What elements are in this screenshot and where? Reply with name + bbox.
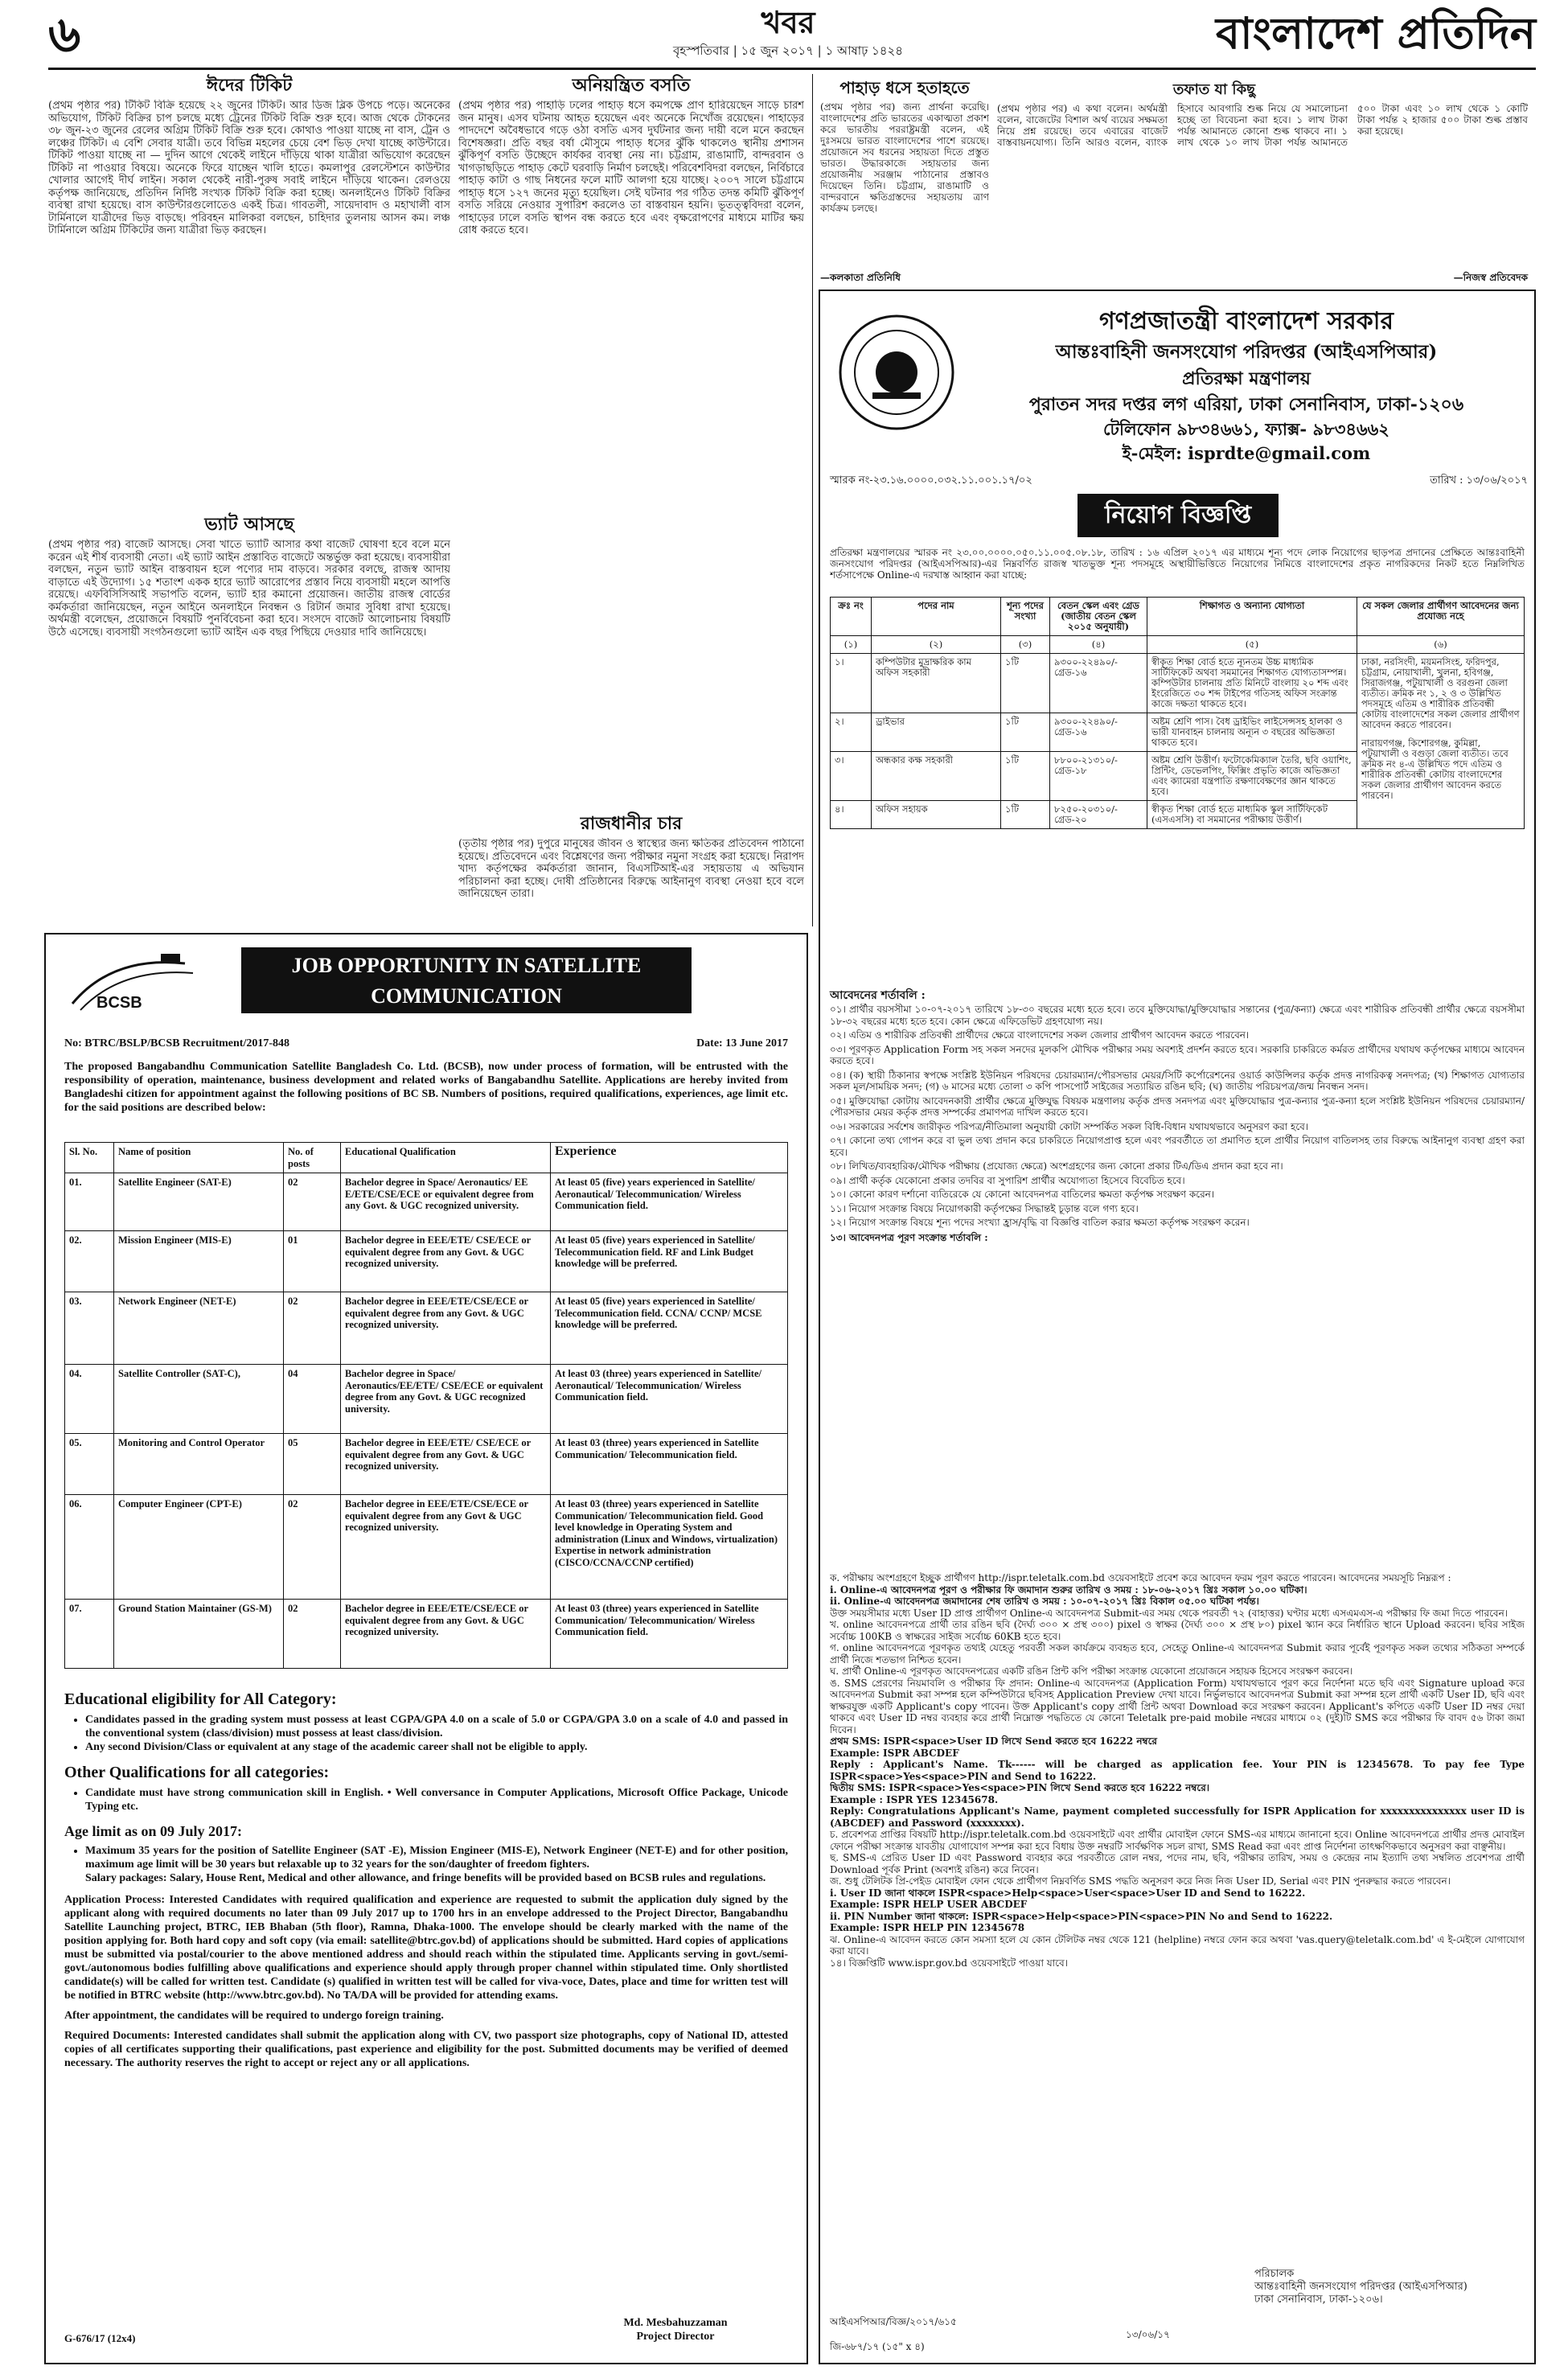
row-qual: স্বীকৃত শিক্ষা বোর্ড হতে মাধ্যমিক স্কুল সার্টিফিকেট (এসএসসি) বা সমমানের পরীক্ষায় উত্তীর্ণ। (1147, 801, 1357, 829)
index-cell: (৪) (1050, 636, 1147, 654)
table-row (65, 1173, 788, 1231)
ispr-email: ই-মেইল: isprdte@gmail.com (1122, 443, 1371, 463)
online-item: উক্ত সময়সীমার মধ্যে User ID প্রাপ্ত প্রার্থীগণ Online-এ আবেদনপত্র Submit-এর সময় থেকে পরবর্তী ৭২ (বাহাত্তর) ঘণ্টার মধ্যে এসএমএস-এ পরীক্ষার ফি জমা দিতে পারবেন। (830, 1607, 1508, 1619)
online-item: ii. PIN Number জানা থাকলে: ISPR<space>Help<space>PIN<space>PIN No and Send to 16222. (830, 1910, 1333, 1922)
row-name: Satellite Engineer (SAT-E) (114, 1173, 284, 1231)
row-count: ১টি (1001, 752, 1050, 801)
table-row (65, 1231, 788, 1292)
row-qual: অষ্টম শ্রেণি উত্তীর্ণ। ফটোকেমিক্যাল তৈরি, ছবি ওয়াশিং, প্রিন্টিং, ডেভেলপিং, ফিক্সিং প্রভৃতি কাজে অভিজ্ঞতা এবং ক্যামেরা যন্ত্রপাতি রক্ষণাবেক্ষণের জ্ঞান থাকতে হবে। (1147, 752, 1357, 801)
bcsb-headline-1: JOB OPPORTUNITY IN SATELLITE (291, 954, 642, 977)
row-posts: 04 (284, 1365, 341, 1434)
table-row (65, 1292, 788, 1365)
online-item: Example: ISPR HELP USER ABCDEF (830, 1899, 1028, 1910)
ispr-footer-left (830, 2316, 1151, 2328)
age-title: Age limit as on 09 July 2017: (64, 1823, 243, 1839)
row-posts: 02 (284, 1292, 341, 1365)
index-cell: (৬) (1357, 636, 1525, 654)
bcsb-signer (563, 2316, 788, 2343)
bcsb-date: Date: 13 June 2017 (696, 1037, 788, 1049)
condition-item: ০৩। পূরণকৃত Application Form সহ সকল সনদের মূলকপি মৌখিক পরীক্ষার সময় অবশ্যই প্রদর্শন করতে হবে। সরকারি চাকরিতে কর্মরত প্রার্থীদের যথাযথ কর্তৃপক্ষের মাধ্যমে আবেদন করতে হবে। (830, 1043, 1525, 1066)
landslide-body: (প্রথম পৃষ্ঠার পর) জন্য প্রার্থনা করেছি। বাংলাদেশের প্রতি ভারতের একাত্মতা প্রকাশ করে ভারতীয় পররাষ্ট্রমন্ত্রী বলেন, এই দুঃসময়ে ভারত বাংলাদেশের পাশে রয়েছে। প্রয়োজনে সব ধরনের সহায়তা দিতে প্রস্তুত ভারত। উদ্ধারকাজে সহায়তার জন্য প্রয়োজনীয় সরঞ্জাম পাঠানোর প্রস্তাবও দিয়েছেন তিনি। চট্টগ্রাম, রাঙামাটি ও বান্দরবানে ক্ষতিগ্রস্তদের সহায়তায় ত্রাণ কার্যক্রম চলছে। (820, 101, 989, 214)
row-name: Ground Station Maintainer (GS-M) (114, 1600, 284, 1669)
row-name: Mission Engineer (MIS-E) (114, 1231, 284, 1292)
conditions-title: আবেদনের শর্তাবলি : (830, 989, 926, 1002)
condition-item: ০৭। কোনো তথ্য গোপন করে বা ভুল তথ্য প্রদান করে চাকরিতে নিয়োগপ্রাপ্ত হলে এবং পরবর্তীতে তা প্রমাণিত হলে প্রার্থীর নিয়োগ বাতিলসহ তার বিরুদ্ধে আইনানুগ ব্যবস্থা গ্রহণ করা হবে। (830, 1135, 1525, 1158)
ispr-signer-addr: ঢাকা সেনানিবাস, ঢাকা-১২০৬। (1254, 2294, 1383, 2306)
row-serial: ৪। (831, 801, 872, 829)
ispr-address: পুরাতন সদর দপ্তর লগ এরিয়া, ঢাকা সেনানিবাস, ঢাকা-১২০৬ (1028, 394, 1464, 415)
row-scale: ৯৩০০-২২৪৯০/- গ্রেড-১৬ (1050, 654, 1147, 713)
ispr-footer-code: আইএসপিআর/বিজ্ঞ/২০১৭/৬১৫ (830, 2316, 957, 2327)
col-position: Name of position (114, 1143, 284, 1173)
row-edu: Bachelor degree in EEE/ETE/CSE/ECE or equivalent degree from any Govt. & UGC recognized university. (341, 1600, 551, 1669)
row-exp: At least 05 (five) years experienced in Satellite/ Telecommunication field. RF and Link Budget knowledge will be preferred. (551, 1231, 788, 1292)
row-posts: 05 (284, 1434, 341, 1495)
table-index-row (831, 636, 1525, 654)
online-title: ১৩। আবেদনপত্র পূরণ সংক্রান্ত শর্তাবলি : (830, 1231, 988, 1243)
landslide-credit: —কলকাতা প্রতিনিধি (820, 272, 901, 283)
ispr-post-table (830, 597, 1525, 829)
capital-body: (তৃতীয় পৃষ্ঠার পর) দুপুরে মানুষের জীবন ও স্বাস্থ্যের জন্য ক্ষতিকর প্রতিবেদন পাঠানো হয়েছে। প্রতিবেদনে এবং বিশ্লেষণের জন্য পরীক্ষার নমুনা সংগ্রহ করা হয়েছে। নিরাপদ খাদ্য কর্তৃপক্ষের কর্মকর্তারা জানান, বিএসটিআই-এর সহায়তায় এ অভিযান পরিচালনা করা হচ্ছে। দোষী প্রতিষ্ঠানের বিরুদ্ধে আইনানুগ ব্যবস্থা নেওয়া হবে বলে জানিয়েছেন তারা। (458, 838, 804, 900)
bcsb-code: G-676/17 (12x4) (64, 2332, 136, 2344)
row-post: অফিস সহায়ক (872, 801, 1001, 829)
other-item: • Candidate must have strong communication skill in English. • Well conversance in Computer Applications, Microsoft Office Package, Unicode Typing etc. (85, 1786, 788, 1813)
bcsb-lower (64, 1689, 788, 2332)
row-exp: At least 03 (three) years experienced in Satellite Communication/ Telecommunication field. Good level knowledge in Operating System and administration (Linux and Windows, virtualization) Expertise in network administration (CISCO/CCNA/CCNP certified) (551, 1495, 788, 1600)
condition-item: ০৮। লিখিত/ব্যবহারিক/মৌখিক পরীক্ষায় (প্রযোজ্য ক্ষেত্রে) অংশগ্রহণের জন্য কোনো প্রকার টিএ/ডিএ প্রদান করা হবে না। (830, 1160, 1283, 1172)
eid-ticket-title: ঈদের টিকিট (206, 75, 293, 96)
row-exp: At least 03 (three) years experienced in Satellite Communication/ Telecommunication/ Wireless Communication field. (551, 1600, 788, 1669)
condition-item: ০৯। প্রার্থী কর্তৃক যেকোনো প্রকার তদবির বা সুপারিশ প্রার্থীর অযোগ্যতা হিসেবে বিবেচিত হবে। (830, 1174, 1185, 1186)
condition-item: ০৫। মুক্তিযোদ্ধা কোটায় আবেদনকারী প্রার্থীর ক্ষেত্রে মুক্তিযুদ্ধ বিষয়ক মন্ত্রণালয় কর্তৃক প্রদত্ত সনদপত্র এবং মুক্তিযোদ্ধার পুত্র-কন্যার পুত্র-কন্যা হলে সংশ্লিষ্ট ইউনিয়ন পরিষদের চেয়ারম্যান/পৌরসভার মেয়র কর্তৃক প্রদত্ত সম্পর্কের প্রমাণপত্র দাখিল করতে হবে। (830, 1095, 1525, 1118)
online-item: i. Online-এ আবেদনপত্র পূরণ ও পরীক্ষার ফি জমাদান শুরুর তারিখ ও সময় : ১৮-০৬-২০১৭ খ্রিঃ সকাল ১০.০০ ঘটিকা। (830, 1583, 1307, 1596)
page-number: ৬ (48, 5, 81, 64)
district-note-1: ঢাকা, নরসিংদী, ময়মনসিংহ, ফরিদপুর, চট্টগ্রাম, নোয়াখালী, খুলনা, হবিগঞ্জ, সিরাজগঞ্জ, পটুয়াখালী ও বরগুনা জেলা ব্যতীত। ক্রমিক নং ১, ২ ও ৩ উল্লিখিত পদসমূহে এতিম ও শারীরিক প্রতিবন্ধী কোটায় বাংলাদেশের সকল জেলার প্রার্থীগণ আবেদন করতে পারবেন। (1361, 656, 1520, 730)
col-scale: বেতন স্কেল এবং গ্রেড (জাতীয় বেতন স্কেল ২০১৫ অনুযায়ী) (1050, 598, 1147, 636)
bcsb-intro: The proposed Bangabandhu Communication Satellite Bangladesh Co. Ltd. (BCSB), now under process of formation, will be entrusted with the responsibility of operation, maintenance, business development and related works of Bangabandhu Satellite. Applications are hereby invited from Bangladeshi citizen for appointment against the following positions of BC SB. Numbers of positions, required qualifications, experiences, age limit etc. for the said positions are described below: (64, 1061, 788, 1114)
table-row (65, 1600, 788, 1669)
online-item: ক. পরীক্ষায় অংশগ্রহণে ইচ্ছুক প্রার্থীগণ http://ispr.teletalk.com.bd ওয়েবসাইটে প্রবেশ করে আবেদন ফরম পূরণ করতে পারবেন। আবেদনের সময়সূচি নিম্নরূপ : (830, 1572, 1451, 1583)
row-serial: ১। (831, 654, 872, 713)
online-item: প্রথম SMS: ISPR<space>User ID লিখে Send করতে হবে 16222 নম্বরে (830, 1735, 1158, 1747)
ispr-dept: আন্তঃবাহিনী জনসংযোগ পরিদপ্তর (আইএসপিআর) (1055, 341, 1438, 363)
online-item: ১৪। বিজ্ঞপ্তিটি www.ispr.gov.bd ওয়েবসাইটে পাওয়া যাবে। (830, 1957, 1068, 1969)
training-note: After appointment, the candidates will be required to undergo foreign training. (64, 2010, 444, 2022)
bcsb-signer-name: Md. Mesbahuzzaman (623, 2317, 728, 2329)
bcsb-ref: No: BTRC/BSLP/BCSB Recruitment/2017-848 (64, 1037, 289, 1049)
other-title: Other Qualifications for all categories: (64, 1764, 330, 1781)
condition-item: ১১। নিয়োগ সংক্রান্ত বিষয়ে নিয়োগকারী কর্তৃপক্ষের সিদ্ধান্তই চূড়ান্ত বলে গণ্য হবে। (830, 1202, 1139, 1214)
online-item: ঙ. SMS প্রেরণের নিয়মাবলি ও পরীক্ষার ফি প্রদান: Online-এ আবেদনপত্র (Application Form) যথাযথভাবে পূরণ করে নির্দেশনা মতে ছবি এবং Signature upload করে আবেদনপত্র Submit করা সম্পন্ন হলে কম্পিউটারে ছবিসহ Application Preview দেখা যাবে। নির্ভুলভাবে আবেদনপত্র Submit করা সম্পন্ন হলে প্রার্থী একটি User ID, ছবি এবং স্বাক্ষরযুক্ত একটি Applicant's copy পাবেন। উক্ত Applicant's copy প্রার্থী প্রিন্ট অথবা Download করে সংরক্ষণ করবেন। Applicant's কপিতে একটি User ID নম্বর দেয়া থাকবে এবং User ID নম্বর ব্যবহার করে প্রার্থী নিম্নোক্ত পদ্ধতিতে যে কোনো Teletalk pre-paid mobile নম্বরের মাধ্যমে ০২ (দুই)টি SMS করে পরীক্ষার ফি বাবদ ৫৬ টাকা জমা দিবেন। (830, 1677, 1525, 1735)
bcsb-logo (64, 947, 209, 1020)
online-item: ঘ. প্রার্থী Online-এ পূরণকৃত আবেদনপত্রের একটি রঙিন প্রিন্ট কপি পরীক্ষা সংক্রান্ত যেকোনো প্রয়োজনে সহায়ক হিসেবে সংরক্ষণ করবেন। (830, 1665, 1353, 1677)
row-sl: 04. (65, 1365, 114, 1434)
ispr-footer-right: জি-৬৮৭/১৭ (১৫" x ৪) (830, 2341, 925, 2352)
col-qual: শিক্ষাগত ও অন্যান্য যোগ্যতা (1147, 598, 1357, 636)
row-count: ১টি (1001, 713, 1050, 752)
govt-emblem-icon (836, 312, 957, 433)
row-posts: 02 (284, 1173, 341, 1231)
row-district-1 (1357, 654, 1525, 829)
vat-body: (প্রথম পৃষ্ঠার পর) বাজেট আসছে। সেবা খাতে ভ্যাটি আসার কথা বাজেট ঘোষণা হবে বলে মনে করেন এই শীর্ষ ব্যবসায়ী নেতা। এই ভ্যাট আইন প্রস্তাবিত বাজেটে অন্তর্ভুক্ত করা হয়েছে। ব্যবসায়ীরা বলছেন, নতুন ভ্যাট আইন বাস্তবায়ন হলে পণ্যের দাম বাড়বে। সরকার বলছে, রাজস্ব আদায় বাড়াতে এই উদ্যোগ। ১৫ শতাংশ একক হারে ভ্যাট আরোপের প্রস্তাব নিয়ে ব্যবসায়ী মহলে আপত্তি রয়েছে। এফবিসিসিআই সভাপতি বলেন, ভ্যাট হার কমানো প্রয়োজন। জাতীয় রাজস্ব বোর্ডের কর্মকর্তারা জানিয়েছেন, নতুন আইনে অনলাইনে নিবন্ধন ও রিটার্ন জমার সুবিধা রাখা হয়েছে। অর্থমন্ত্রী বলেছেন, প্রয়োজনে বিষয়টি পুনর্বিবেচনা করা হবে। সংসদে বাজেট আলোচনায় বিষয়টি উঠে এসেছে। ব্যবসায়ী সংগঠনগুলো ভ্যাট আইন এক বছর পিছিয়ে দেওয়ার দাবি জানিয়েছে। (48, 539, 450, 639)
row-edu: Bachelor degree in EEE/ETE/ CSE/ECE or equivalent degree from any Govt. & UGC recognized university. (341, 1434, 551, 1495)
online-item: Reply: Congratulations Applicant's Name, payment completed successfully for ISPR Application for xxxxxxxxxxxxxxx user ID is (ABCDEF) and Password (xxxxxxxx). (830, 1805, 1525, 1829)
row-edu: Bachelor degree in Space/ Aeronautics/ EE E/ETE/CSE/ECE or equivalent degree from any Govt. & UGC recognized university. (341, 1173, 551, 1231)
memo-number: স্মারক নং-২৩.১৬.০০০০.০৩২.১১.০০১.১৭/০২ (830, 474, 1032, 487)
online-item: জ. শুধু টেলিটক প্রি-পেইড মোবাইল ফোন থেকে প্রার্থীগণ নিম্নবর্ণিত SMS পদ্ধতি অনুসরণ করে নিজ নিজ User ID, Serial এবং PIN পুনরুদ্ধার করতে পারবেন। (830, 1875, 1451, 1887)
masthead-rule (48, 68, 1536, 70)
index-cell: (৫) (1147, 636, 1357, 654)
online-item: ঝ. Online-এ আবেদন করতে কোন সমস্যা হলে যে কোন টেলিটক নম্বর থেকে 121 (helpline) নম্বরে ফোন করে অথবা 'vas.query@teletalk.com.bd' এ ই-মেইলে যোগাযোগ করা যাবে। (830, 1933, 1525, 1957)
online-item: খ. online আবেদনপত্রে প্রার্থী তার রঙিন ছবি (দৈর্ঘ্য ৩০০ × প্রস্থ ৩০০) pixel ও স্বাক্ষর (দৈর্ঘ্য ৩০০ × প্রস্থ ৮০) pixel স্ক্যান করে নির্ধারিত স্থানে Upload করবেন। ছবির সাইজ সর্বোচ্চ 100KB ও স্বাক্ষরের সাইজ সর্বোচ্চ 60KB হতে হবে। (830, 1619, 1525, 1642)
row-count: ১টি (1001, 654, 1050, 713)
col-sl: Sl. No. (65, 1143, 114, 1173)
row-scale: ৮২৫০-২০৩১০/- গ্রেড-২০ (1050, 801, 1147, 829)
row-edu: Bachelor degree in Space/ Aeronautics/EE/ETE/ CSE/ECE or equivalent degree from any Govt. & UGC recognized university. (341, 1365, 551, 1434)
ispr-ministry: প্রতিরক্ষা মন্ত্রণালয় (1182, 368, 1311, 389)
col-count: শূন্য পদের সংখ্যা (1001, 598, 1050, 636)
index-cell: (৩) (1001, 636, 1050, 654)
condition-item: ০৬। সরকারের সর্বশেষ জারীকৃত পরিপত্র/নীতিমালা অনুযায়ী কোটা সম্পর্কিত সকল বিধি-বিধান যথাযথভাবে অনুসরণ করা হবে। (830, 1120, 1309, 1132)
vat-title: ভ্যাট আসছে (204, 514, 294, 535)
row-sl: 01. (65, 1173, 114, 1231)
condition-item: ১২। নিয়োগ সংক্রান্ত বিষয়ে শূন্য পদের সংখ্যা হ্রাস/বৃদ্ধি বা বিজ্ঞপ্তি বাতিল করার ক্ষমতা কর্তৃপক্ষ সংরক্ষণ করেন। (830, 1217, 1250, 1228)
row-edu: Bachelor degree in EEE/ETE/CSE/ECE or equivalent degree from any Govt. & UGC recognized university. (341, 1292, 551, 1365)
row-sl: 06. (65, 1495, 114, 1600)
column-divider (812, 74, 813, 926)
landslide-title: পাহাড় ধসে হতাহতে (839, 78, 970, 97)
age-item: Salary packages: Salary, House Rent, Medical and other allowance, and fringe benefits will be provided based on BCSB rules and regulations. (85, 1872, 766, 1884)
eligibility-item: • Candidates passed in the grading system must possess at least CGPA/GPA 4.0 on a scale of 5.0 or CGPA/GPA 3.0 on a scale of 4.0 and passed in the conventional system (class/division) must possess at least class/division. (85, 1713, 788, 1740)
condition-item: ১০। কোনো কারণ দর্শানো ব্যতিরেকে যে কোনো আবেদনপত্র বাতিলের ক্ষমতা কর্তৃপক্ষ সংরক্ষণ করেন। (830, 1189, 1215, 1200)
table-header-row (65, 1143, 788, 1173)
ispr-signer-org: আন্তঃবাহিনী জনসংযোগ পরিদপ্তর (আইএসপিআর) (1254, 2281, 1467, 2293)
paper-name: বাংলাদেশ প্রতিদিন (1216, 7, 1536, 59)
row-sl: 05. (65, 1434, 114, 1495)
eligibility-list (64, 1713, 788, 1754)
online-item: দ্বিতীয় SMS: ISPR<space>Yes<space>PIN লিখে Send করতে হবে 16222 নম্বরে। (830, 1782, 1210, 1793)
ispr-phone: টেলিফোন ৯৮৩৪৬৬১, ফ্যাক্স- ৯৮৩৪৬৬২ (1103, 419, 1389, 439)
bcsb-headline (241, 947, 692, 1013)
online-item: i. User ID জানা থাকলে ISPR<space>Help<space>User<space>User ID and Send to 16222. (830, 1887, 1306, 1899)
table-row (65, 1434, 788, 1495)
bcsb-signer-title: Project Director (636, 2331, 715, 2343)
eligibility-title: Educational eligibility for All Category: (64, 1690, 337, 1708)
required-docs: Required Documents: Interested candidates shall submit the application along with CV, two passport size photographs, copy of National ID, attested copies of all certificates supporting their qualifications, past experience and eligibility for the post. Submitted documents may be verified of deemed necessary. The authority reserves the right to accept or reject any or all applications. (64, 2030, 788, 2069)
row-scale: ৮৮০০-২১৩১০/- গ্রেড-১৮ (1050, 752, 1147, 801)
index-cell: (১) (831, 636, 872, 654)
row-posts: 02 (284, 1495, 341, 1600)
row-qual: স্বীকৃত শিক্ষা বোর্ড হতে ন্যূনতম উচ্চ মাধ্যমিক সার্টিফিকেট অথবা সমমানের শিক্ষাগত যোগ্যতাসম্পন্ন। কম্পিউটার চালনায় প্রতি মিনিটে বাংলায় ২০ শব্দ এবং ইংরেজিতে ৩০ শব্দ টাইপের গতিসহ অফিস সংক্রান্ত কাজে দক্ষতা থাকতে হবে। (1147, 654, 1357, 713)
table-row (65, 1365, 788, 1434)
col-exp: Experience (551, 1143, 788, 1173)
age-item: • Maximum 35 years for the position of Satellite Engineer (SAT -E), Mission Engineer (MIS-E), Network Engineer (NET-E) and for other position, maximum age limit will be 30 years but relaxable up to 32 years for the son/daughter of freedom fighters. (85, 1844, 788, 1871)
tofat-credit: —নিজস্ব প্রতিবেদক (1453, 272, 1528, 283)
col-post: পদের নাম (872, 598, 1001, 636)
tofat-title: তফাত যা কিছু (1172, 81, 1256, 98)
row-name: Satellite Controller (SAT-C), (114, 1365, 284, 1434)
index-cell: (২) (872, 636, 1001, 654)
row-exp: At least 03 (three) years experienced in Satellite Communication/ Telecommunication field. (551, 1434, 788, 1495)
row-qual: অষ্টম শ্রেণি পাস। বৈধ ড্রাইভিং লাইসেন্সসহ হালকা ও ভারী যানবাহন চালনায় অন্যূন ৩ বছরের অভিজ্ঞতা থাকতে হবে। (1147, 713, 1357, 752)
uncontrolled-body: (প্রথম পৃষ্ঠার পর) পাহাড়ি ঢলের পাহাড় ধসে কমপক্ষে প্রাণ হারিয়েছেন সাড়ে চারশ জন মানুষ। এসব ঘটনায় আহত হয়েছেন এবং অনেকে নিখোঁজ রয়েছেন। পাহাড়ের পাদদেশে অবৈধভাবে গড়ে ওঠা বসতি এসব দুর্ঘটনার জন্য দায়ী বলে মনে করছেন বিশেষজ্ঞরা। প্রতি বছর বর্ষা মৌসুমে পাহাড় ধসের ঝুঁকি থাকলেও স্থানীয় প্রশাসন ঝুঁকিপূর্ণ বসতি উচ্ছেদে কার্যকর ব্যবস্থা নেয় না। চট্টগ্রাম, রাঙামাটি, বান্দরবান ও খাগড়াছড়িতে পাহাড় কেটে ঘরবাড়ি নির্মাণ চলছেই। পরিবেশবিদরা বলছেন, নির্বিচারে পাহাড় কাটা ও গাছ নিধনের ফলে মাটি আলগা হয়ে যাচ্ছে। ২০০৭ সালে চট্টগ্রামে পাহাড় ধসে ১২৭ জনের মৃত্যু হয়েছিল। সেই ঘটনার পর গঠিত তদন্ত কমিটি ঝুঁকিপূর্ণ বসতি সরিয়ে নেওয়ার সুপারিশ করলেও তা বাস্তবায়ন হয়নি। ভূতত্ত্ববিদরা বলেন, পাহাড়ের ঢালে বসতি স্থাপন বন্ধ করতে হবে এবং বৃক্ষরোপণের মাধ্যমে মাটির ক্ষয় রোধ করতে হবে। (458, 100, 804, 236)
col-district: যে সকল জেলার প্রার্থীগণ আবেদনের জন্য প্রযোজ্য নহে (1357, 598, 1525, 636)
eligibility-item: • Any second Division/Class or equivalent at any stage of the academic career shall not be eligible to apply. (85, 1740, 788, 1754)
online-item: Reply : Applicant's Name. Tk------ will be charged as application fee. Your PIN is 12345678. To pay fee Type ISPR<space>Yes<space>PIN and Send to 16222. (830, 1759, 1525, 1782)
row-serial: ২। (831, 713, 872, 752)
row-sl: 03. (65, 1292, 114, 1365)
recruitment-heading: নিয়োগ বিজ্ঞপ্তি (1077, 494, 1279, 537)
table-header-row (831, 598, 1525, 636)
row-sl: 02. (65, 1231, 114, 1292)
issue-date: বৃহস্পতিবার | ১৫ জুন ২০১৭ | ১ আষাঢ় ১৪২৪ (673, 43, 903, 58)
ispr-govt-name: গণপ্রজাতন্ত্রী বাংলাদেশ সরকার (1099, 307, 1394, 335)
section-title: খবর (761, 4, 815, 40)
row-edu: Bachelor degree in EEE/ETE/ CSE/ECE or equivalent degree from any Govt. & UGC recognized university. (341, 1231, 551, 1292)
bcsb-position-table (64, 1142, 788, 1669)
online-item: Example: ISPR ABCDEF (830, 1747, 959, 1759)
col-serial: ক্রঃ নং (831, 598, 872, 636)
row-exp: At least 03 (three) years experienced in Satellite/ Aeronautical/ Telecommunication/ Wireless Communication field. (551, 1365, 788, 1434)
other-list (64, 1786, 788, 1813)
col-edu: Educational Qualification (341, 1143, 551, 1173)
online-item: Example: ISPR HELP PIN 12345678 (830, 1922, 1025, 1933)
conditions-list (830, 1004, 1525, 1567)
row-name: Monitoring and Control Operator (114, 1434, 284, 1495)
uncontrolled-title: অনিয়ন্ত্রিত বসতি (572, 75, 691, 96)
row-posts: 02 (284, 1600, 341, 1669)
col-posts: No. of posts (284, 1143, 341, 1173)
row-scale: ৯৩০০-২২৪৯০/- গ্রেড-১৬ (1050, 713, 1147, 752)
row-serial: ৩। (831, 752, 872, 801)
capital-title: রাজধানীর চার (580, 813, 683, 834)
row-sl: 07. (65, 1600, 114, 1669)
online-item: গ. online আবেদনপত্রে পূরণকৃত তথ্যই যেহেতু পরবর্তী সকল কার্যক্রমে ব্যবহৃত হবে, সেহেতু Online-এ আবেদনপত্র Submit করার পূর্বেই পূরণকৃত সকল তথ্যের সঠিকতা সম্পর্কে প্রার্থী নিজে শতভাগ নিশ্চিত হবেন। (830, 1642, 1525, 1665)
table-row (65, 1495, 788, 1600)
row-exp: At least 05 (five) years experienced in Satellite/ Telecommunication field. CCNA/ CCNP/ MCSE knowledge will be preferred. (551, 1292, 788, 1365)
ispr-intro: প্রতিরক্ষা মন্ত্রণালয়ের স্মারক নং ২৩.০০.০০০০.০৫০.১১.০০৫.০৮.১৮, তারিখ : ১৬ এপ্রিল ২০১৭ এর মাধ্যমে শূন্য পদে লোক নিয়োগের ছাড়পত্র প্রদানের প্রেক্ষিতে আন্তঃবাহিনী জনসংযোগ পরিদপ্তর (আইএসপিআর)-এর নিম্নবর্ণিত রাজস্ব খাতভুক্ত শূন্য পদসমূহে অস্থায়ীভিত্তিতে নিয়োগের নিমিত্তে বাংলাদেশের প্রকৃত নাগরিকদের নিকট হতে নিম্নলিখিত শর্তসাপেক্ষে Online-এ দরখাস্ত আহ্বান করা যাচ্ছে: (830, 547, 1525, 581)
condition-item: ০৪। (ক) স্থায়ী ঠিকানার স্বপক্ষে সংশ্লিষ্ট ইউনিয়ন পরিষদের চেয়ারম্যান/পৌরসভার মেয়র/সিটি কর্পোরেশনের ওয়ার্ড কাউন্সিলর কর্তৃক প্রদত্ত নাগরিকত্ব সনদপত্র; (খ) শিক্ষাগত যোগ্যতার সকল মূল/সাময়িক সনদ; (গ) ৬ মাসের মধ্যে তোলা ৩ কপি পাসপোর্ট সাইজের সত্যায়িত রঙিন ছবি; (ঘ) জাতীয় পরিচয়পত্র/জন্ম নিবন্ধন সনদ। (830, 1069, 1525, 1092)
ispr-footer-date: ১৩/০৬/১৭ (1126, 2329, 1170, 2340)
ispr-signer-title: পরিচালক (1254, 2268, 1295, 2280)
online-item: ii. Online-এ আবেদনপত্র জমাদানের শেষ তারিখ ও সময় : ১০-০৭-২০১৭ খ্রিঃ বিকাল ০৫.০০ ঘটিকা পর্যন্ত। (830, 1596, 1259, 1607)
row-post: কম্পিউটার মুদ্রাক্ষরিক কাম অফিস সহকারী (872, 654, 1001, 713)
row-name: Network Engineer (NET-E) (114, 1292, 284, 1365)
online-item: চ. প্রবেশপত্র প্রাপ্তির বিষয়টি http://ispr.teletalk.com.bd ওয়েবসাইটে এবং প্রার্থীর মোবাইল ফোনে SMS-এর মাধ্যমে জানানো হবে। Online আবেদনপত্রে প্রার্থীর প্রদত্ত মোবাইল ফোনে পরীক্ষা সংক্রান্ত যাবতীয় যোগাযোগ সম্পন্ন করা হবে বিধায় উক্ত নম্বরটি সার্বক্ষণিক সচল রাখা, SMS Read করা এবং প্রাপ্ত নির্দেশনা তাৎক্ষণিকভাবে অনুসরণ করা বাঞ্ছনীয়। (830, 1829, 1525, 1852)
memo-date: তারিখ : ১৩/০৬/২০১৭ (1430, 474, 1528, 487)
row-posts: 01 (284, 1231, 341, 1292)
online-instructions (830, 1572, 1525, 2248)
district-note-4: নারায়ণগঞ্জ, কিশোরগঞ্জ, কুমিল্লা, পটুয়াখালী ও বগুড়া জেলা ব্যতীত। তবে ক্রমিক নং ৪-এ উল্লিখিত পদে এতিম ও শারীরিক প্রতিবন্ধী কোটায় বাংলাদেশের সকল জেলার প্রার্থীগণ আবেদন করতে পারবেন। (1361, 737, 1508, 801)
application-process: Application Process: Interested Candidates with required qualification and experience are requested to submit the application duly signed by the applicant along with required documents no later than 09 July 2017 up to 1700 hrs in an envelope addressed to the Project Director, Bangabandhu Satellite Launching project, BTRC, IEB Bhaban (5th floor), Ramna, Dhaka-1000. The envelope should be clearly marked with the name of the position applying for. Both hard copy and soft copy (via email: satellite@btrc.gov.bd) of applications should be submitted. Hard copies of applications must be submitted via postal/courier to the above mentioned address and should reach within the stipulated time. Applicants serving in govt./semi-govt./autonomous bodies fulfilling above qualifications and experience should apply through proper channel within stipulated time. Only shortlisted candidate(s) will be called for written test. Candidate (s) qualified in written test will be called for viva-voce, Dates, place and time for written test will be notified in BTRC website (http://www.btrc.gov.bd). No TA/DA will be provided for attending exams. (64, 1894, 788, 2002)
condition-item: ০১। প্রার্থীর বয়সসীমা ১০-০৭-২০১৭ তারিখে ১৮-৩০ বছরের মধ্যে হতে হবে। তবে মুক্তিযোদ্ধা/মুক্তিযোদ্ধার সন্তানের (পুত্র/কন্যা) ক্ষেত্রে এবং শারীরিক প্রতিবন্ধী প্রার্থীর ক্ষেত্রে বয়সসীমা ১৮-৩২ বছরের মধ্যে হতে হবে। কোন ক্ষেত্রে এফিডেভিট গ্রহণযোগ্য নয়। (830, 1004, 1525, 1027)
bcsb-headline-2: COMMUNICATION (371, 984, 562, 1008)
row-name: Computer Engineer (CPT-E) (114, 1495, 284, 1600)
row-post: অন্ধকার কক্ষ সহকারী (872, 752, 1001, 801)
ispr-signer (1254, 2268, 1520, 2306)
online-item: ছ. SMS-এ প্রেরিত User ID এবং Password ব্যবহার করে পরবর্তীতে রোল নম্বর, পদের নাম, ছবি, পরীক্ষার তারিখ, সময় ও কেন্দ্রের নাম ইত্যাদি তথ্য সম্বলিত প্রবেশপত্র প্রার্থী Download পূর্বক Print (অবশ্যই রঙিন) করে নিবেন। (830, 1852, 1525, 1875)
row-post: ড্রাইভার (872, 713, 1001, 752)
age-list (64, 1844, 788, 1885)
row-count: ১টি (1001, 801, 1050, 829)
eid-ticket-body: (প্রথম পৃষ্ঠার পর) টিকিট বিক্রি হয়েছে ২২ জুনের টিকিট। আর ডিজ ব্লিক উপচে পড়ে। অনেকের অভিযোগ, টিকিট বিক্রির চাপ চলছে মধ্যে ট্রেনের টিকিট বিক্রি শুরু হবে। আজ থেকে টোকনের ৩৮ জুন-২৩ জুনের রেলের অগ্রিম টিকিট বিক্রি শুরু হবে। কোথাও পাওয়া যাচ্ছে না বাস, ট্রেন ও লঞ্চের টিকিট। এ বেশি সেবার যাত্রী। তবে বিভিন্ন মহলের চেয়ে বেশ ভিড় দেখা যাচ্ছে কাউন্টারে। টিকিট পাওয়া যাচ্ছে না — দুদিন আগে থেকেই লাইনে দাঁড়িয়ে থাকা যাত্রীরা অভিযোগ করেছেন টিকিট না পাওয়ার বিষয়ে। অনেকে ফিরে যাচ্ছেন খালি হাতে। কমলাপুর রেলস্টেশনে কাউন্টার খোলার আগেই দীর্ঘ লাইন। সকাল থেকেই নারী-পুরুষ সবাই লাইনে দাঁড়িয়ে থাকেন। রেলওয়ে কর্তৃপক্ষ জানিয়েছে, প্রতিদিন নির্দিষ্ট সংখ্যক টিকিট বিক্রি করা হচ্ছে। অনলাইনেও টিকিট বিক্রির ব্যবস্থা রাখা হয়েছে। বাস কাউন্টারগুলোতেও একই চিত্র। গাবতলী, সায়েদাবাদ ও মহাখালী বাস টার্মিনালে যাত্রীদের ভিড় বাড়ছে। পরিবহন মালিকরা বলছেন, চাহিদার তুলনায় আসন কম। লঞ্চ টার্মিনালে অগ্রিম টিকিটের জন্য যাত্রীরা ভিড় করছেন। (48, 100, 450, 236)
bcsb-logo-text: BCSB (96, 994, 142, 1012)
row-edu: Bachelor degree in EEE/ETE/CSE/ECE or equivalent degree from any Govt & UGC recognized university. (341, 1495, 551, 1600)
masthead (0, 0, 1568, 72)
condition-item: ০২। এতিম ও শারীরিক প্রতিবন্ধী প্রার্থীদের ক্ষেত্রে বাংলাদেশের সকল জেলার প্রার্থীগণ আবেদন করতে পারবেন। (830, 1029, 1250, 1041)
tofat-body: (প্রথম পৃষ্ঠার পর) এ কথা বলেন। অর্থমন্ত্রী বলেন, বাজেটের বিশাল অর্থ ব্যয়ের সক্ষমতা নিয়ে প্রশ্ন রয়েছে। তবে এবারের বাজেট বাস্তবায়নযোগ্য। তিনি আরও বলেন, ব্যাংক হিসাবে আবগারি শুল্ক নিয়ে যে সমালোচনা হচ্ছে তা বিবেচনা করা হবে। ১ লাখ টাকা পর্যন্ত আমানতে কোনো শুল্ক থাকবে না। ১ লাখ থেকে ১০ লাখ টাকা পর্যন্ত আমানতে ৫০০ টাকা এবং ১০ লাখ থেকে ১ কোটি টাকা পর্যন্ত ২ হাজার ৫০০ টাকা শুল্ক প্রস্তাব করা হয়েছে। (997, 103, 1528, 148)
table-row (831, 654, 1525, 713)
row-exp: At least 05 (five) years experienced in Satellite/ Aeronautical/ Telecommunication/ Wireless Communication field. (551, 1173, 788, 1231)
online-item: Example : ISPR YES 12345678. (830, 1793, 999, 1805)
